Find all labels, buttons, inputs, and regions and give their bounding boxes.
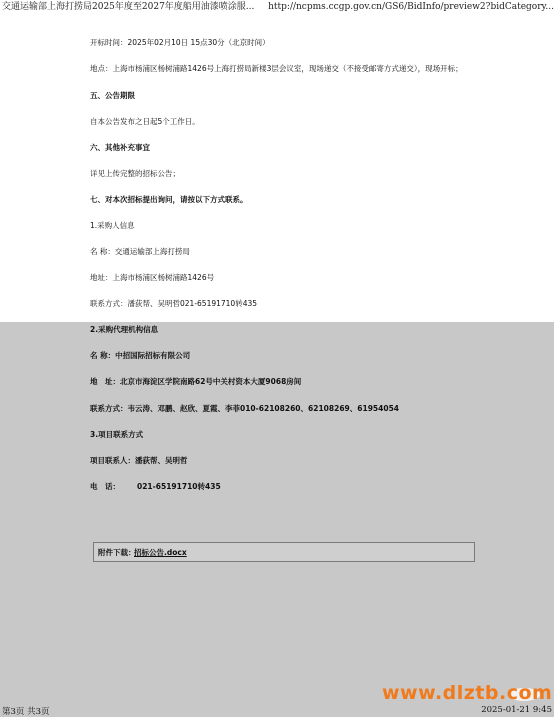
print-header [0,0,554,14]
project-phone-label: 电 话： [90,482,120,491]
purchaser-title: 1.采购人信息 [90,221,135,230]
page-url: http://ncpms.ccgp.gov.cn/GS6/BidInfo/preview2?bidCategory... [268,2,554,12]
agency-name: 名 称：中招国际招标有限公司 [90,351,191,360]
open-time: 开标时间：2025年02月10日 15点30分（北京时间） [90,38,270,47]
section-5-title: 五、公告期限 [90,91,135,100]
section-6-body: 详见上传完整的招标公告； [90,169,180,178]
purchaser-name: 名 称：交通运输部上海打捞局 [90,247,190,256]
project-contact-person: 项目联系人：潘荻帮、吴明哲 [90,456,188,465]
agency-contact: 联系方式：韦云涛、邓鹏、赵欣、夏霞、李菲010-62108260、62108269、61954054 [90,404,400,413]
project-phone: 021-65191710转435 [137,482,221,491]
project-contact-title: 3.项目联系方式 [90,430,144,439]
attachment-box [93,542,475,562]
agency-title: 2.采购代理机构信息 [90,325,159,334]
agency-address: 地 址：北京市海淀区学院南路62号中关村资本大厦9068房间 [90,377,302,386]
page-title: 交通运输部上海打捞局2025年度至2027年度船用油漆喷涂服... [2,2,255,12]
section-6-title: 六、其他补充事宜 [90,143,150,152]
print-datetime: 2025-01-21 9:45 [481,705,552,715]
attachment-label: 附件下载： [98,548,136,557]
page-number: 第3页 共3页 [2,707,50,717]
section-5-body: 自本公告发布之日起5个工作日。 [90,117,200,126]
section-7-title: 七、对本次招标提出询问，请按以下方式联系。 [90,195,248,204]
attachment-link[interactable]: 招标公告.docx [134,548,187,557]
purchaser-contact: 联系方式：潘荻帮、吴明哲021-65191710转435 [90,299,258,308]
location: 地点：上海市杨浦区杨树浦路1426号上海打捞局新楼3层会议室，现场递交（不接受邮寄方式递交），现场开标； [90,64,463,73]
purchaser-address: 地址：上海市杨浦区杨树浦路1426号 [90,273,215,282]
watermark: www.dlztb.com [382,682,553,704]
